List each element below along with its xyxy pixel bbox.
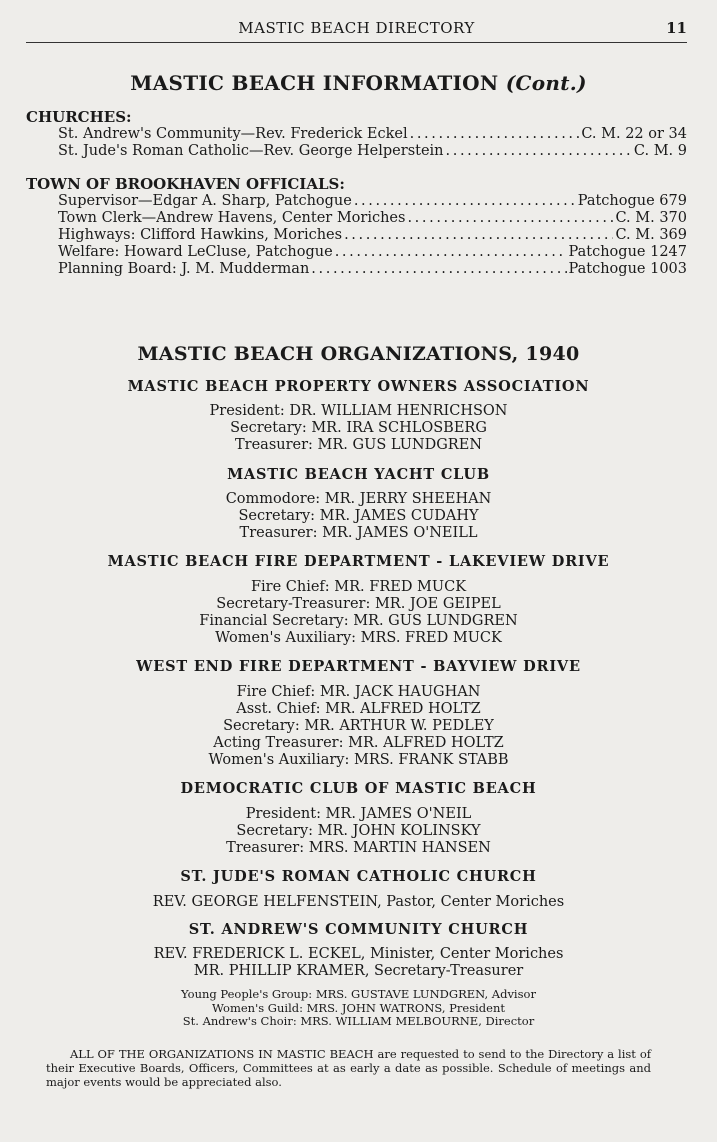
officer-line: Secretary: MR. IRA SCHLOSBERG — [230, 420, 487, 436]
leader-dots — [354, 193, 576, 210]
request-note — [46, 1047, 651, 1089]
list-item — [58, 126, 687, 143]
running-title: MASTIC BEACH DIRECTORY — [238, 19, 475, 37]
list-item — [58, 227, 687, 244]
group-line: Young People's Group: MRS. GUSTAVE LUNDGREN, Advisor — [181, 987, 536, 1001]
officer-line: Fire Chief: MR. FRED MUCK — [250, 579, 467, 595]
officer-line: President: DR. WILLIAM HENRICHSON — [209, 403, 508, 419]
org-name: MASTIC BEACH FIRE DEPARTMENT - LAKEVIEW DRIVE — [107, 553, 610, 570]
officials-list — [58, 193, 687, 278]
churches-heading: CHURCHES: — [26, 108, 132, 126]
organizations-title: MASTIC BEACH ORGANIZATIONS, 1940 — [137, 343, 580, 365]
entry-phone: Patchogue 679 — [577, 193, 687, 209]
officer-line: REV. GEORGE HELFENSTEIN, Pastor, Center Moriches — [152, 894, 565, 910]
org-name: MASTIC BEACH YACHT CLUB — [227, 466, 490, 483]
org-name: DEMOCRATIC CLUB OF MASTIC BEACH — [180, 780, 537, 797]
officer-line: Secretary-Treasurer: MR. JOE GEIPEL — [216, 596, 501, 612]
org-name: ST. ANDREW'S COMMUNITY CHURCH — [188, 921, 529, 938]
leader-dots — [344, 227, 613, 244]
group-line: Women's Guild: MRS. JOHN WATRONS, President — [212, 1000, 505, 1015]
officer-line: Financial Secretary: MR. GUS LUNDGREN — [199, 613, 518, 629]
org-officers — [0, 684, 717, 769]
note-lead: ALL OF THE ORGANIZATIONS IN MASTIC BEACH — [70, 1047, 374, 1061]
org-officers — [0, 946, 717, 980]
leader-dots — [335, 244, 567, 261]
entry-phone: C. M. 9 — [633, 143, 687, 159]
entry-label: Supervisor—Edgar A. Sharp, Patchogue — [58, 193, 352, 209]
leader-dots — [311, 261, 566, 278]
officer-line: Treasurer: MRS. MARTIN HANSEN — [226, 840, 491, 856]
officer-line: Commodore: MR. JERRY SHEEHAN — [225, 491, 492, 507]
org-officers — [0, 579, 717, 647]
list-item — [58, 210, 687, 227]
org-name: MASTIC BEACH PROPERTY OWNERS ASSOCIATION — [127, 378, 590, 395]
running-header — [26, 18, 687, 43]
note-text: are requested to send to the Directory a list of their Executive Boards, Officers, Committees at as early a date as possible. Schedule of meetings and major events would be appreciated also. — [46, 1047, 652, 1089]
page-number: 11 — [666, 19, 687, 37]
officer-line: Treasurer: MR. GUS LUNDGREN — [234, 437, 483, 453]
org-officers — [0, 806, 717, 857]
org-name: ST. JUDE'S ROMAN CATHOLIC CHURCH — [180, 868, 537, 885]
leader-dots — [446, 143, 632, 160]
leader-dots — [410, 126, 580, 143]
entry-phone: C. M. 370 — [615, 210, 687, 226]
officer-line: Secretary: MR. JAMES CUDAHY — [238, 508, 479, 524]
entry-phone: Patchogue 1247 — [568, 244, 687, 260]
officer-line: President: MR. JAMES O'NEIL — [245, 806, 472, 822]
officer-line: MR. PHILLIP KRAMER, Secretary-Treasurer — [193, 963, 524, 979]
entry-label: Planning Board: J. M. Mudderman — [58, 261, 310, 277]
org-name: WEST END FIRE DEPARTMENT - BAYVIEW DRIVE — [136, 658, 581, 675]
churches-list — [58, 126, 687, 160]
entry-label: Town Clerk—Andrew Havens, Center Moriches — [58, 210, 406, 226]
info-title-suffix: (Cont.) — [505, 71, 587, 95]
list-item — [58, 244, 687, 261]
officer-line: Women's Auxiliary: MRS. FRANK STABB — [208, 752, 509, 768]
entry-label: St. Andrew's Community—Rev. Frederick Eckel — [58, 126, 408, 142]
officer-line: Acting Treasurer: MR. ALFRED HOLTZ — [213, 735, 504, 751]
officials-heading: TOWN OF BROOKHAVEN OFFICIALS: — [26, 175, 345, 193]
org-officers — [0, 403, 717, 454]
officer-line: Secretary: MR. ARTHUR W. PEDLEY — [223, 718, 494, 734]
org-officers — [0, 491, 717, 542]
list-item — [58, 261, 687, 278]
entry-label: Highways: Clifford Hawkins, Moriches — [58, 227, 343, 243]
org-officers — [0, 894, 717, 911]
info-title — [0, 71, 717, 95]
officer-line: Women's Auxiliary: MRS. FRED MUCK — [215, 630, 502, 646]
group-line: St. Andrew's Choir: MRS. WILLIAM MELBOURNE, Director — [182, 1014, 535, 1028]
info-title-main: MASTIC BEACH INFORMATION — [130, 71, 499, 95]
leader-dots — [407, 210, 613, 227]
entry-phone: C. M. 369 — [615, 227, 687, 243]
list-item — [58, 143, 687, 160]
entry-label: St. Jude's Roman Catholic—Rev. George Helperstein — [58, 143, 444, 159]
officer-line: Secretary: MR. JOHN KOLINSKY — [236, 823, 481, 839]
entry-phone: Patchogue 1003 — [568, 261, 687, 277]
church-groups — [0, 988, 717, 1029]
entry-label: Welfare: Howard LeCluse, Patchogue — [58, 244, 333, 260]
officer-line: Asst. Chief: MR. ALFRED HOLTZ — [236, 701, 481, 717]
officer-line: REV. FREDERICK L. ECKEL, Minister, Center Moriches — [153, 946, 564, 962]
officer-line: Fire Chief: MR. JACK HAUGHAN — [236, 684, 481, 700]
officer-line: Treasurer: MR. JAMES O'NEILL — [239, 525, 478, 541]
list-item — [58, 193, 687, 210]
entry-phone: C. M. 22 or 34 — [581, 126, 687, 142]
